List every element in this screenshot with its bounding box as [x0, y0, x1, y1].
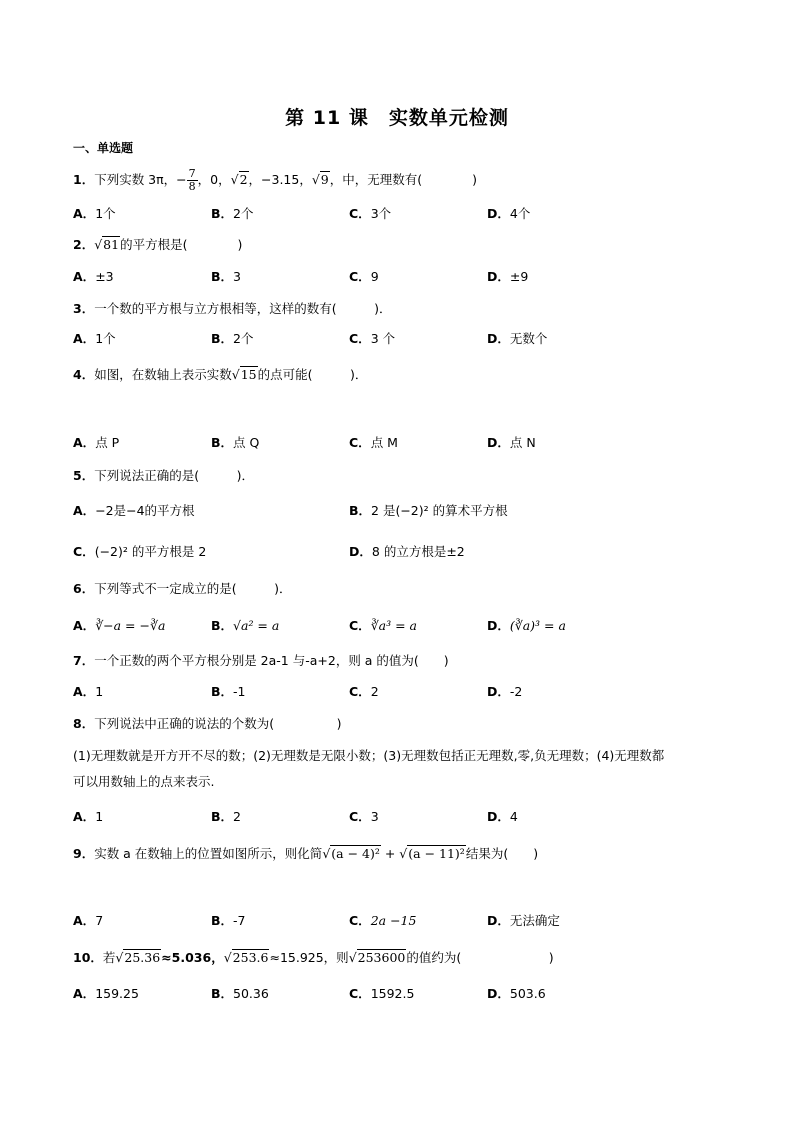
option-b[interactable]: B．2 [211, 809, 241, 824]
option-a[interactable]: A．1 [73, 684, 104, 699]
option-a[interactable]: A．1个 [73, 331, 116, 346]
options-9 [73, 911, 733, 931]
option-a[interactable]: A．∛−a = −∛a [73, 618, 166, 633]
option-d[interactable]: D．无法确定 [487, 913, 560, 928]
options-7 [73, 682, 733, 702]
options-8 [73, 807, 733, 827]
fraction: $\frac{7}{8}$ [188, 167, 196, 193]
option-c[interactable]: C．∛a³ = a [349, 618, 417, 633]
options-6 [73, 616, 733, 636]
question-8: 8．下列说法中正确的说法的个数为( ) [73, 716, 342, 731]
question-1: 1．下列实数 3π，− $\frac{7}{8}$ ，0，√2，−3.15，√9，中，无理数有( ) [73, 167, 478, 193]
option-c[interactable]: C．1592.5 [349, 986, 415, 1001]
option-b[interactable]: B．3 [211, 269, 241, 284]
option-a[interactable]: A．−2是−4的平方根 [73, 503, 195, 518]
option-c[interactable]: C．点 M [349, 435, 398, 450]
options-4 [73, 433, 733, 453]
option-b[interactable]: B．2个 [211, 331, 254, 346]
option-b[interactable]: B．50.36 [211, 986, 269, 1001]
option-c[interactable]: C．3个 [349, 206, 392, 221]
option-c[interactable]: C．(−2)² 的平方根是 2 [73, 544, 207, 559]
sqrt-radicand: (a − 4)² [331, 846, 380, 861]
sqrt-radicand: 81 [103, 237, 120, 252]
option-a[interactable]: A．7 [73, 913, 104, 928]
question-5: 5．下列说法正确的是( )． [73, 468, 254, 483]
options-1 [73, 204, 733, 224]
question-2: 2．√81的平方根是( ) [73, 237, 243, 252]
sqrt-radicand: (a − 11)² [408, 846, 465, 861]
option-a[interactable]: A．159.25 [73, 986, 139, 1001]
option-b[interactable]: B．-7 [211, 913, 246, 928]
option-a[interactable]: A．±3 [73, 269, 114, 284]
sqrt-radicand: 2 [239, 172, 248, 187]
question-6: 6．下列等式不一定成立的是( )． [73, 581, 292, 596]
question-9: 9．实数 a 在数轴上的位置如图所示，则化简√(a − 4)² + √(a − 11)²结果为( ) [73, 846, 539, 861]
options-5-row1 [73, 501, 733, 521]
question-7: 7．一个正数的两个平方根分别是 2a-1 与-a+2，则 a 的值为( ) [73, 653, 449, 668]
options-2 [73, 267, 733, 287]
option-b[interactable]: B．2 是(−2)² 的算术平方根 [349, 503, 508, 518]
sqrt-radicand: 15 [240, 367, 257, 382]
question-4: 4．如图，在数轴上表示实数√15的点可能( )． [73, 367, 368, 382]
option-c[interactable]: C．2a −15 [349, 913, 417, 928]
question-10: 10．若√25.36≈5.036，√253.6≈15.925，则√253600的值约为( ) [73, 950, 554, 965]
section-heading: 一、单选题 [73, 141, 134, 155]
option-d[interactable]: D．4 [487, 809, 518, 824]
options-3 [73, 329, 733, 349]
page-title: 第 11 课 实数单元检测 [285, 107, 509, 129]
option-c[interactable]: C．3 个 [349, 331, 396, 346]
option-c[interactable]: C．9 [349, 269, 379, 284]
option-d[interactable]: D．点 N [487, 435, 536, 450]
option-c[interactable]: C．3 [349, 809, 379, 824]
sqrt-radicand: 25.36 [124, 950, 161, 965]
options-5-row2 [73, 542, 733, 562]
option-d[interactable]: D．无数个 [487, 331, 548, 346]
option-d[interactable]: D．±9 [487, 269, 529, 284]
option-a[interactable]: A．1个 [73, 206, 116, 221]
question-3: 3．一个数的平方根与立方根相等，这样的数有( )． [73, 301, 392, 316]
option-a[interactable]: A．1 [73, 809, 104, 824]
option-d[interactable]: D．(∛a)³ = a [487, 618, 566, 633]
question-text: 下列实数 3π， [94, 172, 177, 187]
sqrt-radicand: 253.6 [232, 950, 269, 965]
option-d[interactable]: D．4个 [487, 206, 531, 221]
sqrt-radicand: 9 [320, 172, 329, 187]
option-b[interactable]: B．√a² = a [211, 618, 280, 633]
question-8-statements: (1)无理数就是开方开不尽的数；(2)无理数是无限小数；(3)无理数包括正无理数,零,负无理数；(4)无理数都 可以用数轴上的点来表示. [73, 748, 665, 789]
options-10 [73, 984, 733, 1004]
option-b[interactable]: B．2个 [211, 206, 254, 221]
option-d[interactable]: D．503.6 [487, 986, 546, 1001]
question-number: 1． [73, 172, 95, 187]
sqrt-radicand: 253600 [357, 950, 406, 965]
option-a[interactable]: A．点 P [73, 435, 120, 450]
option-c[interactable]: C．2 [349, 684, 379, 699]
option-b[interactable]: B．-1 [211, 684, 246, 699]
option-d[interactable]: D．8 的立方根是±2 [349, 544, 465, 559]
option-b[interactable]: B．点 Q [211, 435, 260, 450]
option-d[interactable]: D．-2 [487, 684, 523, 699]
